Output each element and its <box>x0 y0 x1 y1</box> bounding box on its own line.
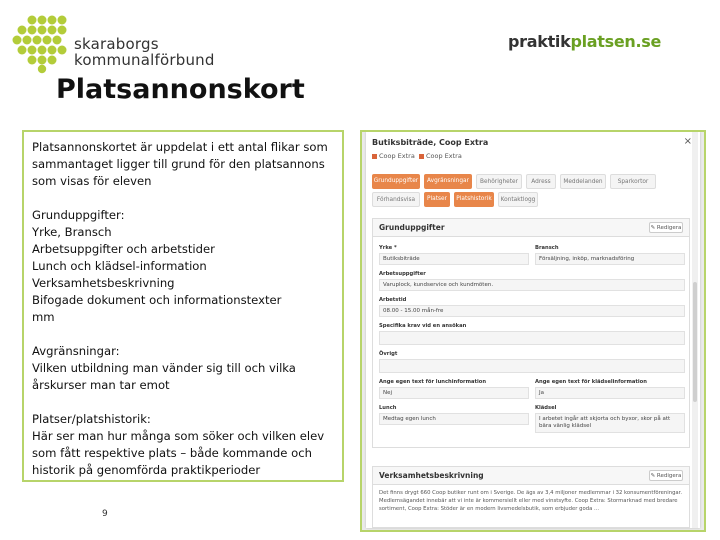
panel-header <box>373 467 689 485</box>
org-name: skaraborgs kommunalförbund <box>74 35 215 69</box>
panel-title: Grunduppgifter <box>379 223 445 232</box>
page-number: 9 <box>102 509 108 519</box>
ad-card-modal <box>366 132 700 528</box>
panel-verksamhetsbeskrivning <box>372 466 690 528</box>
workplace-link[interactable]: Coop Extra <box>425 152 462 160</box>
close-icon[interactable]: × <box>683 136 692 147</box>
card-screenshot <box>360 130 706 532</box>
klad-choice-label: Ange egen text för klädselinformation <box>535 379 647 385</box>
tab-behorigheter[interactable]: Behörigheter <box>476 174 522 189</box>
ovrigt-field[interactable] <box>379 359 685 373</box>
klad-field[interactable]: I arbetet ingår att skjorta och byxor, skor på att bära vänlig klädsel <box>535 413 685 433</box>
panel-header <box>373 219 689 237</box>
tab-platshistorik[interactable]: Platshistorik <box>454 192 494 207</box>
link-icon <box>372 154 377 159</box>
page-title: Platsannonskort <box>56 74 305 105</box>
yrke-label: Yrke * <box>379 245 397 251</box>
panel-grunduppgifter <box>372 218 690 448</box>
tab-kontaktlogg[interactable]: Kontaktlogg <box>498 192 538 207</box>
edit-button[interactable]: ✎ Redigera <box>649 470 683 481</box>
tab-platser[interactable]: Platser <box>424 192 450 207</box>
lunch-choice-label: Ange egen text för lunchinformation <box>379 379 487 385</box>
specifika-krav-label: Specifika krav vid en ansökan <box>379 323 467 329</box>
intro-text: Platsannonskortet är uppdelat i ett antal flikar som sammantaget ligger till grund för den platsannons som visas för eleven <box>32 140 328 188</box>
employer-link[interactable]: Coop Extra <box>379 152 415 160</box>
card-title: Butiksbiträde, Coop Extra <box>372 138 489 147</box>
yrke-field[interactable]: Butiksbiträde <box>379 253 529 265</box>
section-platser: Platser/platshistorik: Här ser man hur många som söker och vilken elev som fått respektive plats – både kommande och historik på genomförda praktikperioder <box>32 412 325 477</box>
employer-links <box>372 152 462 160</box>
scrollbar-thumb[interactable] <box>693 282 697 402</box>
klad-label: Klädsel <box>535 405 557 411</box>
skaraborg-logo <box>12 14 215 74</box>
arbetsuppgifter-label: Arbetsuppgifter <box>379 271 426 277</box>
praktikplatsen-logo: praktikplatsen.se <box>508 32 662 51</box>
arbetsuppgifter-field[interactable]: Varuplock, kundservice och kundmöten. <box>379 279 685 291</box>
tab-meddelanden[interactable]: Meddelanden <box>560 174 606 189</box>
lunch-label: Lunch <box>379 405 397 411</box>
bransch-label: Bransch <box>535 245 559 251</box>
tab-grunduppgifter[interactable]: Grunduppgifter <box>372 174 420 189</box>
tab-adress[interactable]: Adress <box>526 174 556 189</box>
lunch-choice-field[interactable]: Nej <box>379 387 529 399</box>
tab-forhandsvisa[interactable]: Förhandsvisa <box>372 192 420 207</box>
section-grunduppgifter: Grunduppgifter: Yrke, Bransch Arbetsuppgifter och arbetstider Lunch och klädsel-information Verksamhetsbeskrivning Bifogade dokument och informationstexter mm <box>32 208 282 324</box>
description-box <box>22 130 344 482</box>
tab-sparkortor[interactable]: Sparkortor <box>610 174 656 189</box>
panel-title: Verksamhetsbeskrivning <box>379 471 484 480</box>
specifika-krav-field[interactable] <box>379 331 685 345</box>
tab-avgransningar[interactable]: Avgränsningar <box>424 174 472 189</box>
link-icon <box>419 154 424 159</box>
section-avgransningar: Avgränsningar: Vilken utbildning man vänder sig till och vilka årskurser man tar emot <box>32 344 296 392</box>
dots-logo-icon <box>12 14 82 74</box>
verksamhet-text: Det finns drygt 660 Coop butiker runt om i Sverige. De ägs av 3,4 miljoner medlemmar i 32 konsumentföreningar. Medlemsägandet innebär att vi inte är kommersiellt eller med vinstsyfte. Coop Extra: Stormarknad med bredare sortiment, Coop Extra: Stöder är en modern livsmedelsbutik, som erbjuder goda ... <box>379 490 683 512</box>
arbetstid-label: Arbetstid <box>379 297 407 303</box>
klad-choice-field[interactable]: Ja <box>535 387 685 399</box>
ovrigt-label: Övrigt <box>379 351 398 357</box>
lunch-field[interactable]: Medtag egen lunch <box>379 413 529 425</box>
arbetstid-field[interactable]: 08.00 - 15.00 mån-fre <box>379 305 685 317</box>
edit-button[interactable]: ✎ Redigera <box>649 222 683 233</box>
bransch-field[interactable]: Försäljning, inköp, marknadsföring <box>535 253 685 265</box>
